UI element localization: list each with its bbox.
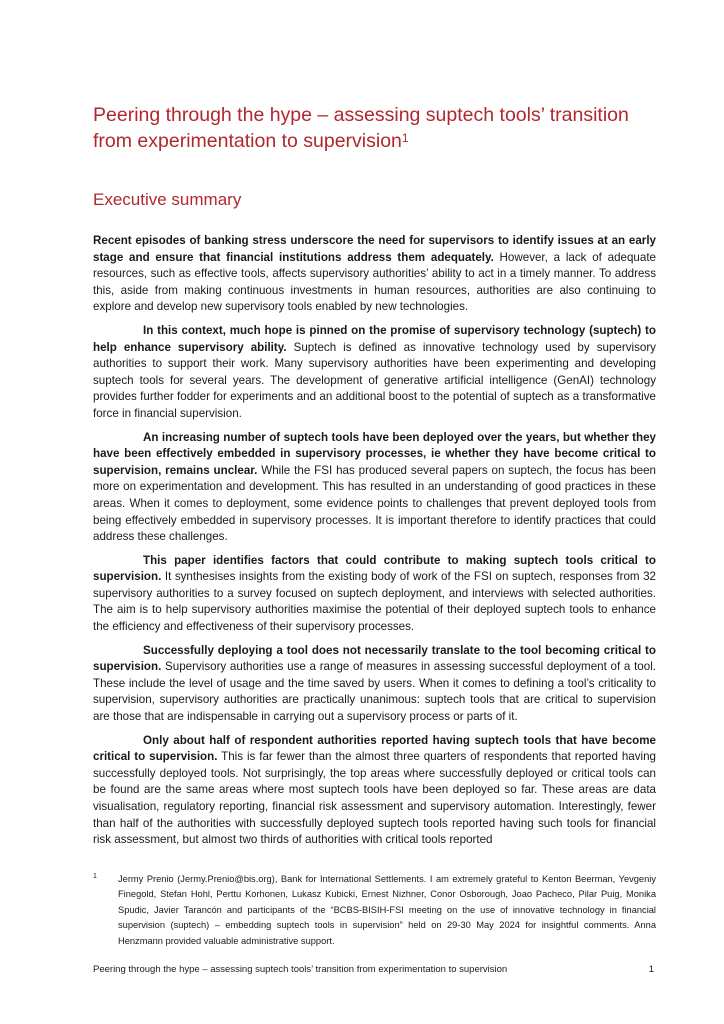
footnote-ref: 1 [401,131,409,145]
running-title: Peering through the hype – assessing suptech tools’ transition from experimentation to supervision [93,964,508,975]
title-text: Peering through the hype – assessing suptech tools’ transition from experimentation to supervision [93,104,629,152]
paragraph-text: While the FSI has produced several papers on suptech, the focus has been more on experimentation and development. This has resulted in an understanding of good practices in these areas. When it comes to deployment, some evidence points to challenges that prevent deployed tools from being effectively embedded in supervisory processes. It is important therefore to identify practices that could address these challenges. [93,463,656,544]
paragraph-lead: Recent episodes of banking stress underscore the need for supervisors to identify issues at an early stage and ensure that financial institutions address them adequately. [93,234,656,264]
section-heading: Executive summary [93,190,242,209]
paragraph-lead: Successfully deploying a tool does not necessarily translate to the tool becoming critical to supervision. [93,643,656,674]
paragraph [93,643,656,726]
paragraph [93,323,656,423]
paragraph [93,233,656,316]
paragraph [93,733,656,849]
body-text [93,233,656,856]
paragraph-text: It synthesises insights from the existing body of work of the FSI on suptech, responses from 32 supervisory authorities to a survey focused on suptech deployment, and interviews with selected authorities. The aim is to help supervisory authorities maximise the potential of their deployed suptech tools to enhance the efficiency and effectiveness of their supervisory processes. [93,570,656,634]
paragraph-lead: Only about half of respondent authorities reported having suptech tools that have become critical to supervision. [93,733,656,764]
paragraph-text: This is far fewer than the almost three quarters of respondents that reported having successfully deployed tools. Not surprisingly, the top areas where successfully deployed or critical tools can be found are the same areas where most suptech tools have been deployed so far. These areas are data visualisation, regulatory reporting, financial risk assessment and supervisory automation. Interestingly, fewer than half of the authorities with successfully deployed suptech tools reported having such tools for financial risk assessment, but almost two thirds of authorities with critical tools reported [93,750,656,847]
footnote [93,872,656,949]
paragraph-text: Supervisory authorities use a range of measures in assessing successful deployment of a tool. These include the level of usage and the time saved by users. When it comes to defining a tool’s criticality to supervision, supervisory authorities are practically unanimous: suptech tools that are critical to supervision are those that are indispensable in carrying out a supervisory process or parts of it. [93,660,656,724]
page-number: 1 [648,964,654,975]
paragraph-text: However, a lack of adequate resources, such as effective tools, affects supervisory authorities’ ability to act in a timely manner. To address this, aside from making continuous investments in human resources, authorities are also continuing to explore and develop new supervisory tools enabled by new technologies. [93,250,656,314]
footnote-text: Jermy Prenio (Jermy.Prenio@bis.org), Bank for International Settlements. I am extremely grateful to Kenton Beerman, Yevgeniy Finegold, Stefan Hohl, Perttu Korhonen, Lukasz Kubicki, Ernest Nizhner, Conor Osborough, Joao Pacheco, Pilar Puig, Monika Spudic, Javier Tarancón and participants of the “BCBS-BISIH-FSI meeting on the use of innovative technology in financial supervision (suptech) – embedding suptech tools in supervision” held on 29-30 May 2024 for insightful comments. Anna Henzmann provided valuable administrative support. [118,874,656,946]
paragraph-lead: An increasing number of suptech tools have been deployed over the years, but whether they have been effectively embedded in supervisory processes, ie whether they have become critical to supervision, remains unclear. [93,430,656,477]
paragraph [93,430,656,546]
page-footer [93,964,656,975]
document-title [93,102,653,154]
paragraph [93,553,656,636]
paragraph-lead: This paper identifies factors that could contribute to making suptech tools critical to supervision. [93,553,656,584]
paragraph-text: Suptech is defined as innovative technology used by supervisory authorities to support their work. Many supervisory authorities have been experimenting and developing suptech tools for several years. The development of generative artificial intelligence (GenAI) technology provides further fodder for experiments and an additional boost to the potential of suptech as a transformative force in financial supervision. [93,340,656,420]
footnote-number: 1 [93,873,97,880]
paragraph-lead: In this context, much hope is pinned on the promise of supervisory technology (suptech) to help enhance supervisory ability. [93,323,656,354]
